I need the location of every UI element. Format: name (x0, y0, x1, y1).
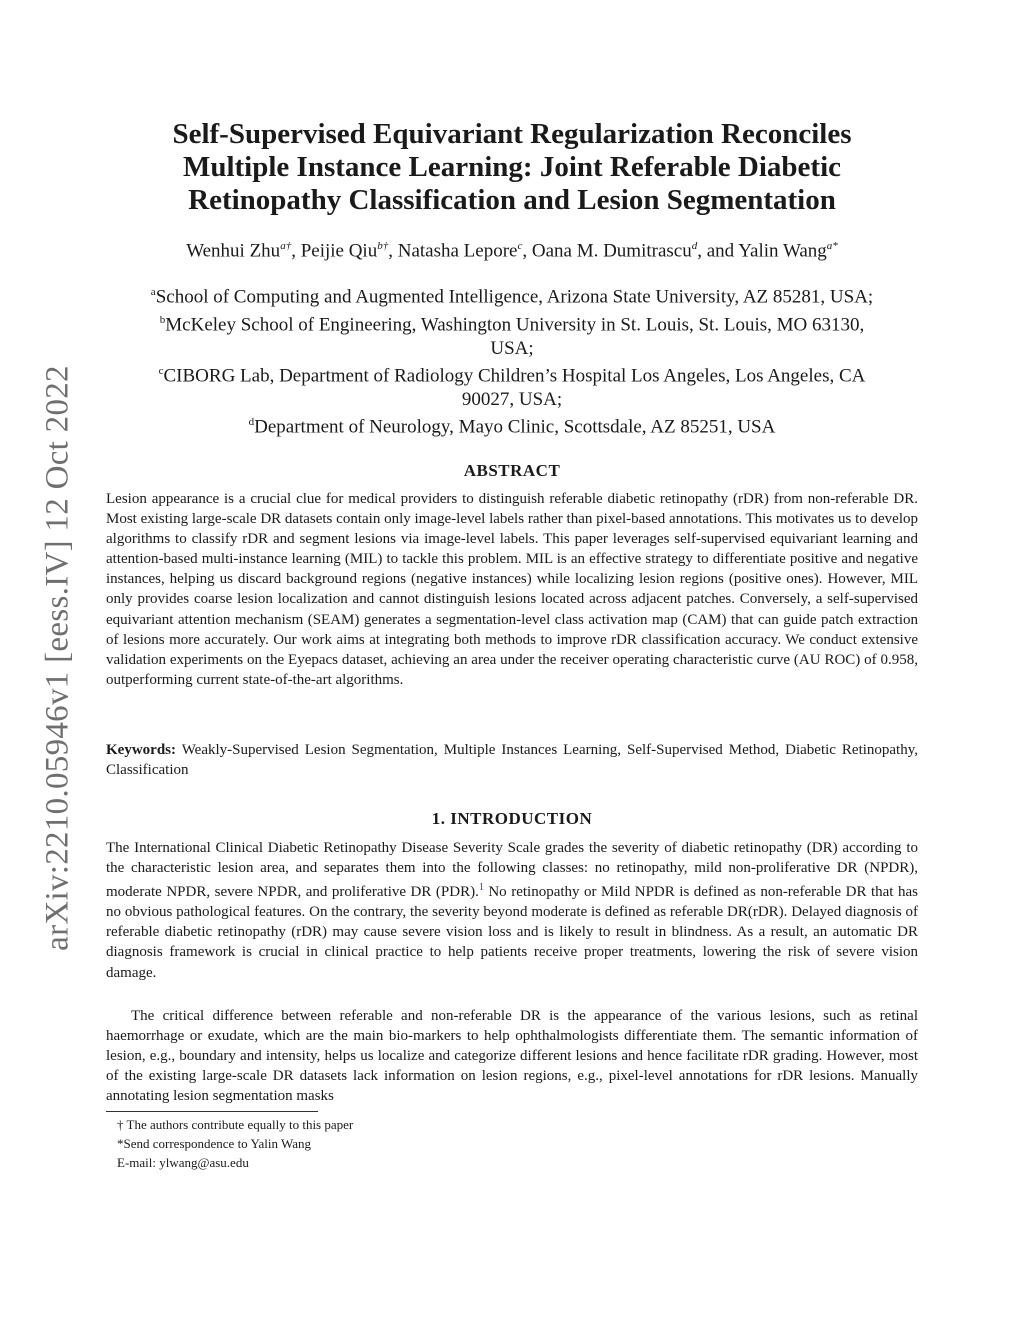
footnote-divider (106, 1111, 318, 1112)
author-name: Peijie Qiu (300, 240, 378, 262)
keywords (106, 740, 918, 780)
affiliation-c: $^c$CIBORG Lab, Department of Radiology Children’s Hospital Los Angeles, Los Angeles, CA (158, 365, 866, 387)
author-affiliation-mark: a* (826, 240, 838, 252)
keywords-text: Weakly-Supervised Lesion Segmentation, Multiple Instances Learning, Self-Supervised Method, Diabetic Retinopathy, Classification (106, 742, 919, 779)
paper-title (130, 118, 894, 217)
affiliation-b-cont: USA; (490, 337, 534, 359)
author-name: Oana M. Dumitrascu (531, 240, 692, 262)
affiliation-c-cont: 90027, USA; (461, 388, 563, 410)
abstract-text: Lesion appearance is a crucial clue for medical providers to distinguish referable diabetic retinopathy (rDR) from non-referable DR. Most existing large-scale DR datasets contain only image-level labels rather than pixel-based annotations. This motivates us to develop algorithms to classify rDR and segment lesions via image-level labels. This paper leverages self-supervised equivariant learning and attention-based multi-instance learning (MIL) to tackle this problem. MIL is an effective strategy to differentiate positive and negative instances, helping us discard background regions (negative instances) while localizing lesion regions (positive ones). However, MIL only provides coarse lesion localization and cannot distinguish lesions located across adjacent patches. Conversely, a self-supervised equivariant attention mechanism (SEAM) generates a segmentation-level class activation map (CAM) that can guide patch extraction of lesions more accurately. Our work aims at integrating both methods to improve rDR classification accuracy. We conduct extensive validation experiments on the Eyepacs dataset, achieving an area under the receiver operating characteristic curve (AU ROC) of 0.958, outperforming current state-of-the-art algorithms. (106, 491, 918, 688)
title-line: Retinopathy Classification and Lesion Segmentation (188, 184, 836, 216)
footnote-ref-link[interactable]: 1 (478, 882, 484, 894)
author-affiliation-mark: d (691, 240, 698, 252)
arxiv-identifier: arXiv:2210.05946v1 [eess.IV] 12 Oct 2022 (39, 365, 76, 951)
author-name: Wenhui Zhu (186, 240, 281, 262)
author-list: Wenhui Zhu$^{a\dagger}$, Peijie Qiu$^{b\dagger}$, Natasha Lepore$^c$, Oana M. Dumitrascu$^d$, and Yalin Wang$^{a*}$ (186, 240, 838, 262)
author-name: Natasha Lepore (397, 240, 518, 262)
author-name: Yalin Wang (738, 240, 827, 262)
footnotes (117, 1115, 353, 1172)
abstract-heading: ABSTRACT (463, 461, 561, 480)
footnote-correspondence: *Send correspondence to Yalin Wang (117, 1136, 312, 1151)
footnote-email: E-mail: ylwang@asu.edu (117, 1155, 249, 1170)
affiliation-d: $^d$Department of Neurology, Mayo Clinic, Scottsdale, AZ 85251, USA (248, 416, 776, 438)
introduction-heading: 1. INTRODUCTION (431, 809, 593, 828)
author-affiliation-mark: c (517, 240, 523, 252)
affiliation-b: $^b$McKeley School of Engineering, Washington University in St. Louis, St. Louis, MO 63130, (159, 313, 865, 336)
intro-paragraph-1: The International Clinical Diabetic Retinopathy Disease Severity Scale grades the severity of diabetic retinopathy (DR) according to the characteristic lesion area, and separates them into the following classes: no retinopathy, mild non-proliferative DR (NPDR), moderate NPDR, severe NPDR, and proliferative DR (PDR).$^1$ No retinopathy or Mild NPDR is defined as non-referable DR that has no obvious pathological features. On the contrary, the severity beyond moderate is defined as referable DR(rDR). Delayed diagnosis of referable diabetic retinopathy (rDR) may cause severe vision loss and is likely to result in blindness. As a result, an automatic DR diagnosis framework is crucial in clinical practice to help patients receive proper treatments, lowering the risk of severe vision damage. (106, 840, 918, 981)
intro-paragraph-2: The critical difference between referable and non-referable DR is the appearance of the various lesions, such as retinal haemorrhage or exudate, which are the main bio-markers to help ophthalmologists differentiate them. The semantic information of lesion, e.g., boundary and intensity, helps us localize and categorize different lesions and hence facilitate rDR grading. However, most of the existing large-scale DR datasets lack information on lesion regions, e.g., pixel-level annotations for rDR lesions. Manually annotating lesion segmentation masks (106, 1008, 918, 1105)
title-line: Self-Supervised Equivariant Regularization Reconciles (172, 118, 852, 150)
affiliation-a: $^a$School of Computing and Augmented Intelligence, Arizona State University, AZ 85281, USA; (150, 286, 874, 308)
author-affiliation-mark: b† (377, 240, 389, 252)
author-affiliation-mark: a† (280, 240, 292, 252)
footnote-equal-contribution: † The authors contribute equally to this paper (117, 1117, 354, 1132)
keywords-label: Keywords: (106, 742, 176, 758)
affiliations (100, 281, 924, 439)
title-line: Multiple Instance Learning: Joint Referable Diabetic (182, 151, 842, 183)
